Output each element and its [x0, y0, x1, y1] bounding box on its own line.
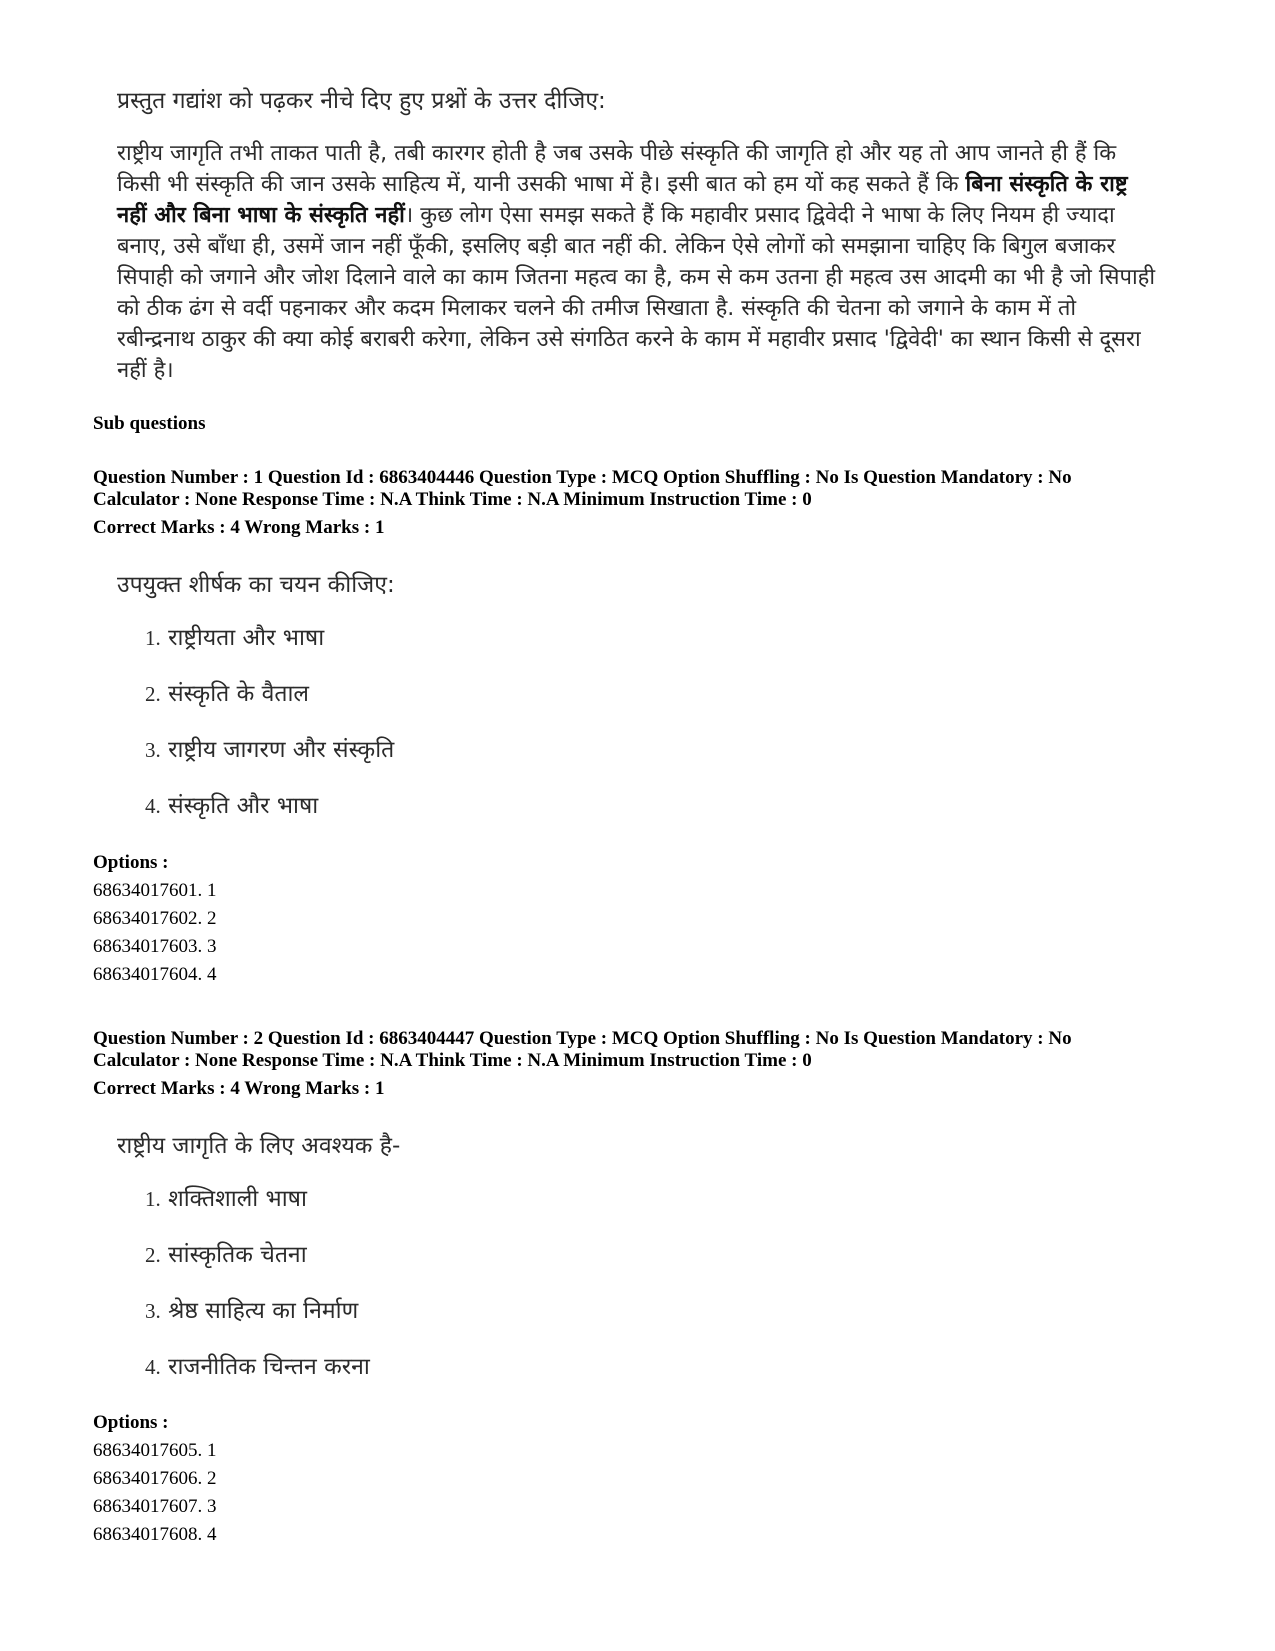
question-1-meta-line2: Calculator : None Response Time : N.A Think Time : N.A Minimum Instruction Time : 0 [93, 489, 812, 510]
question-1-meta-line1: Question Number : 1 Question Id : 6863404446 Question Type : MCQ Option Shuffling : No Is Question Mandatory : No [93, 467, 1072, 488]
option-id: 68634017603. 3 [93, 936, 217, 957]
question-1-marks: Correct Marks : 4 Wrong Marks : 1 [93, 517, 385, 538]
question-2-meta [93, 1028, 1203, 1100]
question-1-stem: उपयुक्त शीर्षक का चयन कीजिए: [117, 572, 395, 598]
question-2-choice [145, 1350, 370, 1406]
option-id: 68634017605. 1 [93, 1440, 217, 1461]
question-1-choice [145, 789, 394, 845]
question-1-meta [93, 467, 1203, 539]
option-id: 68634017606. 2 [93, 1468, 217, 1489]
question-1-choice [145, 733, 394, 789]
passage-text-part2: । कुछ लोग ऐसा समझ सकते हैं कि महावीर प्रसाद द्विवेदी ने भाषा के लिए नियम ही ज्यादा बनाए, उसे बाँधा ही, उसमें जान नहीं फूँकी, इसलिए बड़ी बात नहीं की. लेकिन ऐसे लोगों को समझाना चाहिए कि बिगुल बजाकर सिपाही को जगाने और जोश दिलाने वाले का काम जितना महत्व का है, कम से कम उतना ही महत्व उस आदमी का भी है जो सिपाही को ठीक ढंग से वर्दी पहनाकर और कदम मिलाकर चलने की तमीज सिखाता है. संस्कृति की चेतना को जगाने के काम में तो रबीन्द्रनाथ ठाकुर की क्या कोई बराबरी करेगा, लेकिन उसे संगठित करने के काम में महावीर प्रसाद 'द्विवेदी' का स्थान किसी से दूसरा नहीं है। [117, 203, 1156, 383]
question-2-choice [145, 1294, 370, 1350]
choice-number: 3. [145, 738, 161, 762]
choice-text: राष्ट्रीयता और भाषा [168, 625, 325, 651]
question-1-choice [145, 677, 394, 733]
options-label: Options : [93, 1412, 169, 1433]
question-2-marks: Correct Marks : 4 Wrong Marks : 1 [93, 1078, 385, 1099]
choice-number: 4. [145, 1355, 161, 1379]
choice-number: 2. [145, 682, 161, 706]
choice-text: राष्ट्रीय जागरण और संस्कृति [168, 737, 395, 763]
choice-text: संस्कृति के वैताल [168, 681, 310, 707]
option-id: 68634017602. 2 [93, 908, 217, 929]
option-id: 68634017607. 3 [93, 1496, 217, 1517]
option-id: 68634017601. 1 [93, 880, 217, 901]
question-2-stem: राष्ट्रीय जागृति के लिए अवश्यक है- [117, 1133, 401, 1159]
passage-text-part1: राष्ट्रीय जागृति तभी ताकत पाती है, तबी कारगर होती है जब उसके पीछे संस्कृति की जागृति हो और यह तो आप जानते ही हैं कि किसी भी संस्कृति की जान उसके साहित्य में, यानी उसकी भाषा में है। इसी बात को हम यों कह सकते हैं कि [117, 141, 1117, 197]
option-id: 68634017604. 4 [93, 964, 217, 985]
choice-number: 2. [145, 1243, 161, 1267]
choice-number: 4. [145, 794, 161, 818]
choice-number: 3. [145, 1299, 161, 1323]
question-2-choice [145, 1238, 370, 1294]
question-1-choices [145, 621, 394, 845]
passage-intro: प्रस्तुत गद्यांश को पढ़कर नीचे दिए हुए प्रश्नों के उत्तर दीजिए: [117, 88, 606, 114]
passage-text [117, 138, 1157, 386]
question-2-meta-line1: Question Number : 2 Question Id : 6863404447 Question Type : MCQ Option Shuffling : No Is Question Mandatory : No [93, 1028, 1072, 1049]
choice-text: संस्कृति और भाषा [168, 793, 319, 819]
question-1-options [93, 849, 217, 989]
option-id: 68634017608. 4 [93, 1524, 217, 1545]
question-2-meta-line2: Calculator : None Response Time : N.A Think Time : N.A Minimum Instruction Time : 0 [93, 1050, 812, 1071]
sub-questions-heading: Sub questions [93, 413, 206, 434]
choice-number: 1. [145, 626, 161, 650]
question-1-choice [145, 621, 394, 677]
choice-text: श्रेष्ठ साहित्य का निर्माण [168, 1298, 359, 1324]
question-2-options [93, 1409, 217, 1549]
question-2-choice [145, 1182, 370, 1238]
choice-text: राजनीतिक चिन्तन करना [168, 1354, 370, 1380]
passage-bold-phrase: बिना संस्कृति के राष्ट्र नहीं और बिना भाषा के संस्कृति नहीं [117, 172, 1128, 228]
choice-number: 1. [145, 1187, 161, 1211]
options-label: Options : [93, 852, 169, 873]
choice-text: सांस्कृतिक चेतना [168, 1242, 307, 1268]
choice-text: शक्तिशाली भाषा [168, 1186, 307, 1212]
question-2-choices [145, 1182, 370, 1406]
